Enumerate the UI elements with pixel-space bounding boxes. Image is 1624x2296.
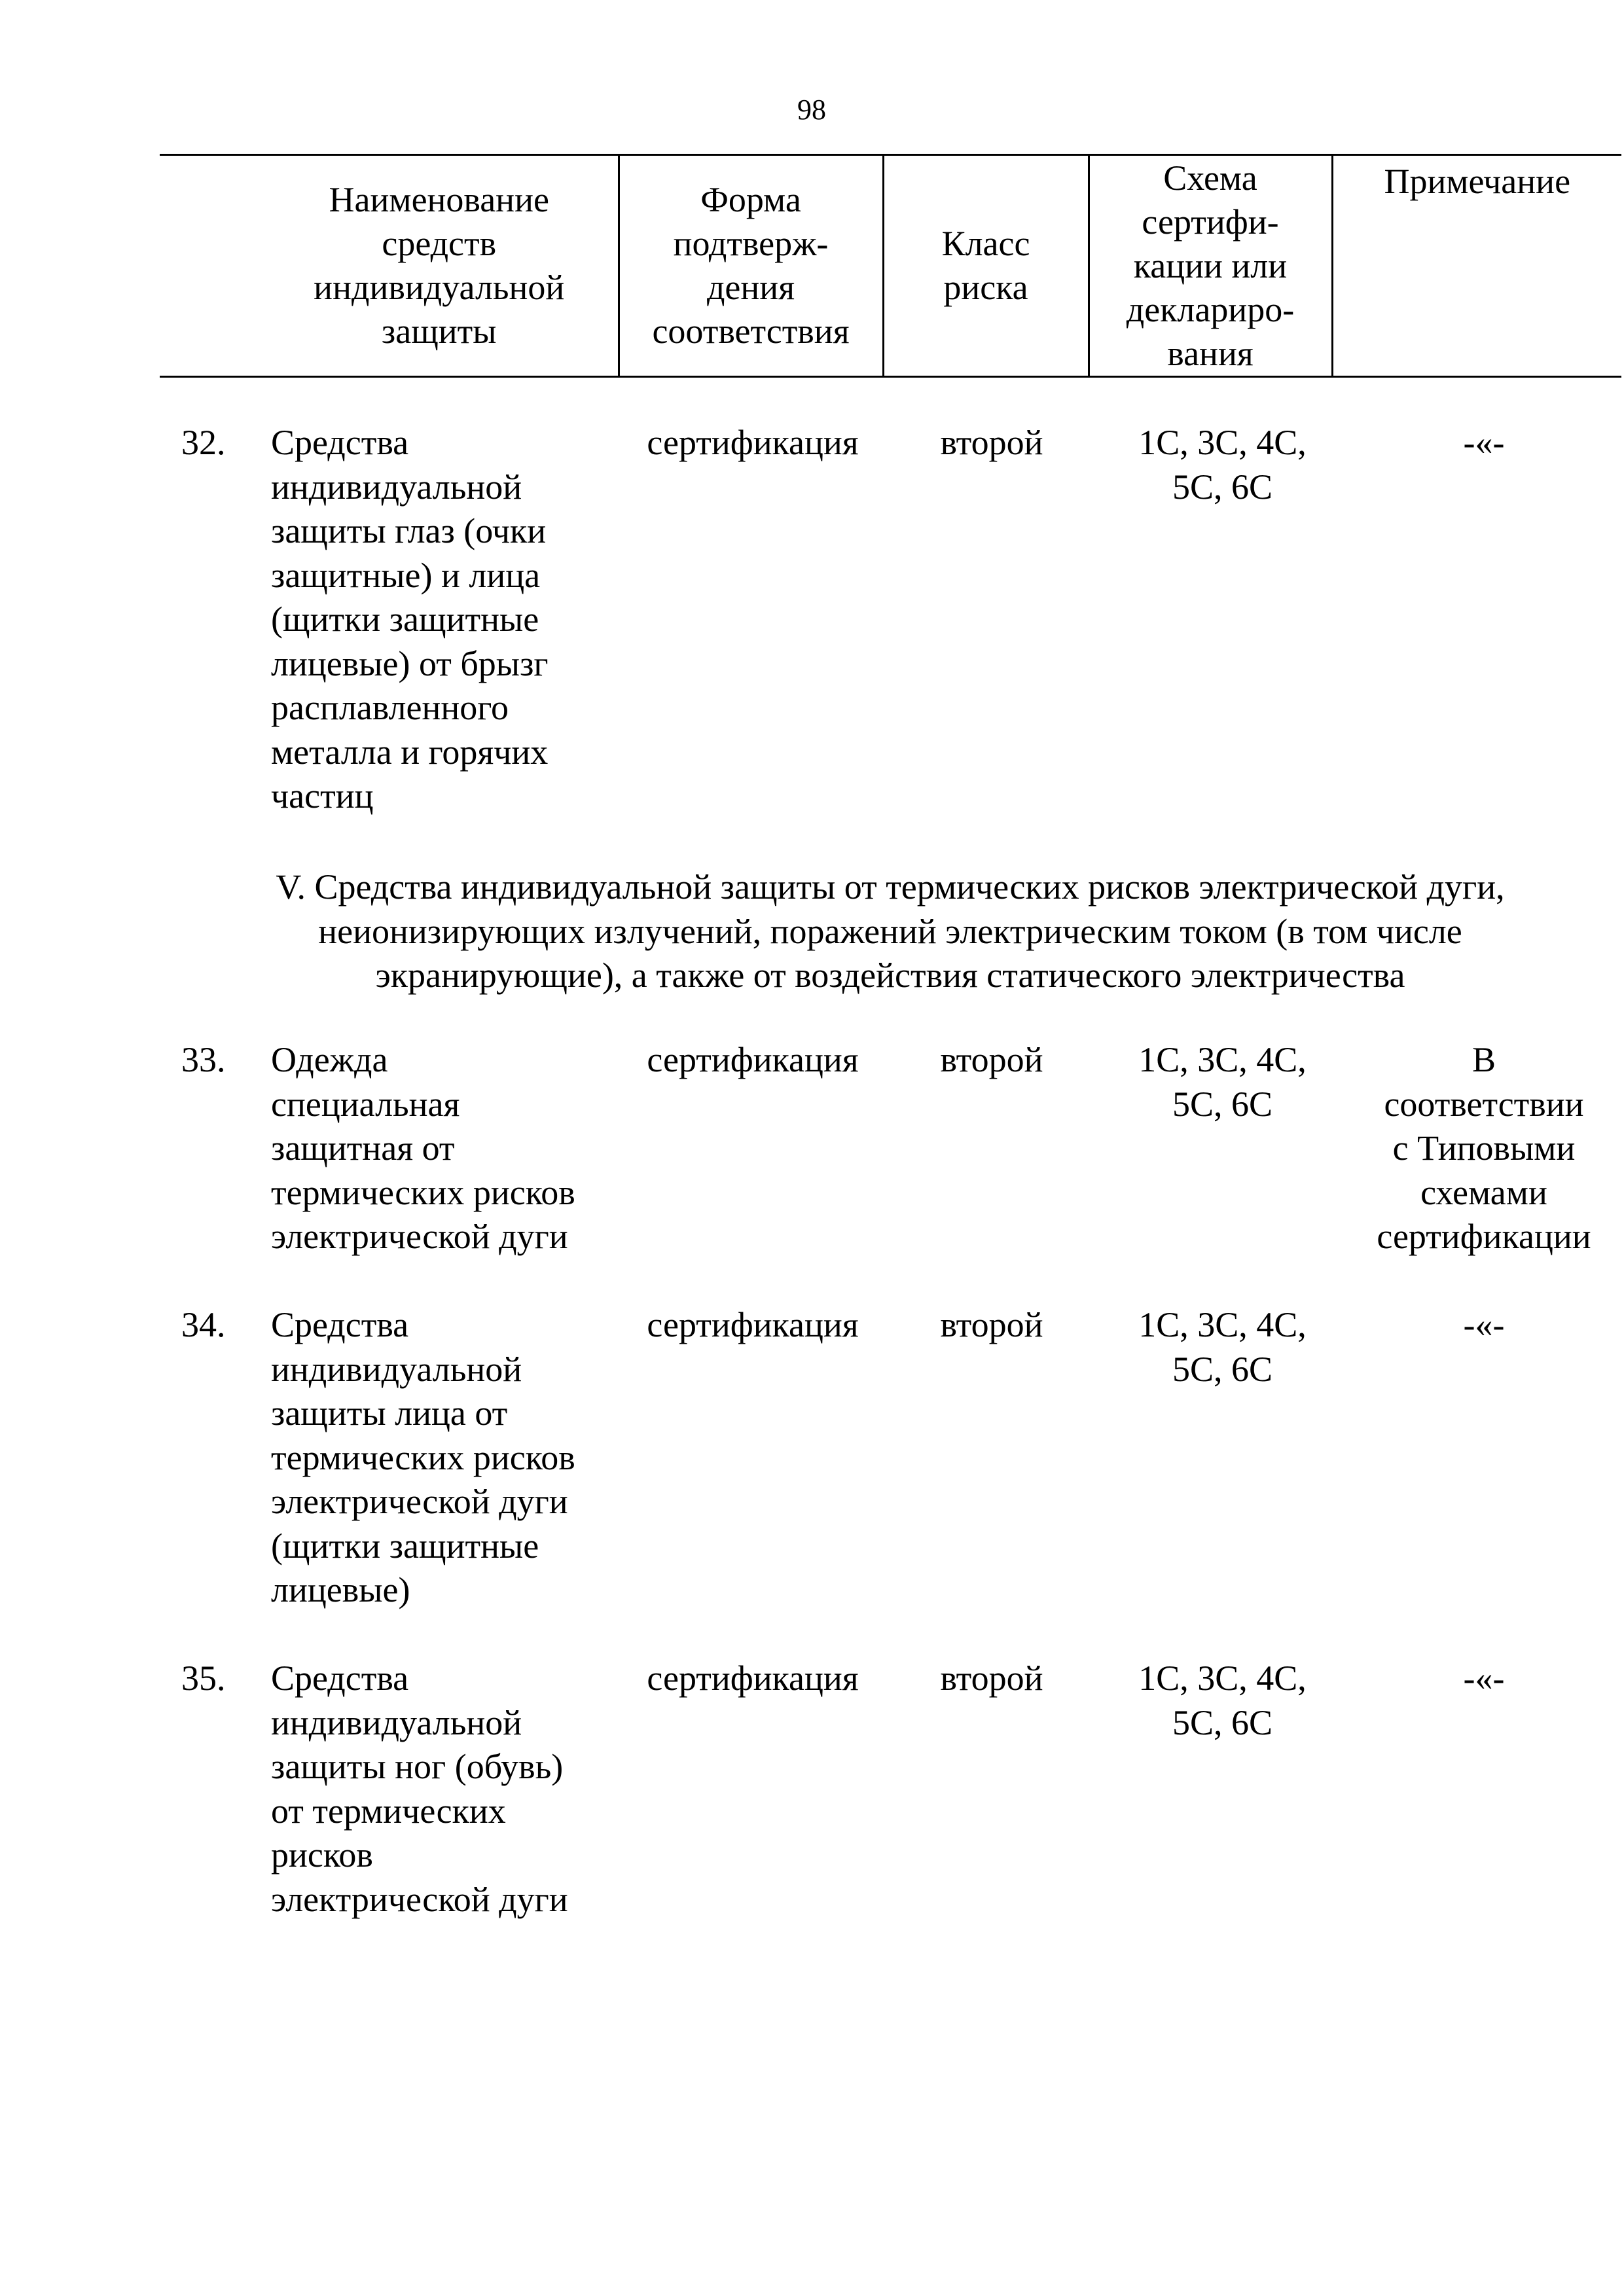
row-name-line: электрической дуги [271, 1482, 568, 1521]
row-note [1350, 1657, 1618, 1701]
header-scheme-line: Схема [1163, 158, 1257, 198]
row-scheme-line: 1С, 3С, 4С, [1138, 1305, 1307, 1344]
row-name-line: (щитки защитные [271, 600, 539, 639]
row-note-line: -«- [1463, 1659, 1505, 1698]
row-scheme-line: 1С, 3С, 4С, [1138, 1040, 1307, 1079]
row-name-line: специальная [271, 1084, 460, 1124]
row-name-line: Средства [271, 1659, 409, 1698]
row-name [271, 1657, 611, 1922]
header-scheme-line: сертифи- [1142, 202, 1279, 242]
row-form: сертификация [647, 423, 859, 462]
header-form-line: соответствия [652, 312, 850, 351]
row-scheme [1100, 421, 1345, 509]
row-name-line: защиты ног (обувь) [271, 1747, 564, 1786]
row-name-line: защиты лица от [271, 1393, 508, 1433]
section-heading [157, 865, 1623, 998]
header-form-cell [619, 155, 883, 377]
row-note-line: соответствии [1384, 1084, 1584, 1124]
row-form: сертификация [647, 1040, 859, 1079]
row-name-line: металла и горячих [271, 732, 549, 772]
row-name-line: Одежда [271, 1040, 388, 1079]
row-name-line: рисков [271, 1835, 373, 1874]
row-scheme-line: 1С, 3С, 4С, [1138, 1659, 1307, 1698]
row-name [271, 421, 611, 819]
row-note [1350, 1303, 1618, 1348]
header-scheme-line: деклариро- [1126, 289, 1295, 329]
header-form-line: дения [706, 268, 795, 307]
row-name-line: защитные) и лица [271, 555, 541, 595]
row-name-line: от термических [271, 1791, 506, 1831]
row-note-line: сертификации [1377, 1217, 1591, 1256]
row-scheme-line: 1С, 3С, 4С, [1138, 423, 1307, 462]
row-scheme-line: 5С, 6С [1172, 467, 1273, 507]
header-note-cell [1332, 155, 1621, 377]
row-name-line: защиты глаз (очки [271, 511, 547, 550]
section-heading-line: V. Средства индивидуальной защиты от термических рисков электрической дуги, [276, 867, 1505, 906]
row-name [271, 1303, 611, 1613]
row-name-line: защитная от [271, 1128, 455, 1168]
row-name-line: индивидуальной [271, 1349, 522, 1389]
header-scheme-line: вания [1167, 333, 1254, 373]
header-name-cell [160, 155, 619, 377]
row-form: сертификация [647, 1659, 859, 1698]
row-name-line: частиц [271, 776, 374, 816]
header-risk-line: риска [943, 268, 1028, 307]
row-name-line: (щитки защитные [271, 1526, 539, 1566]
page-number: 98 [797, 94, 826, 126]
header-scheme-line: кации или [1133, 245, 1288, 285]
row-note-line: схемами [1420, 1172, 1547, 1212]
row-name [271, 1038, 611, 1259]
header-risk-cell [883, 155, 1089, 377]
header-name-line: средств [382, 224, 497, 263]
row-risk-class: второй [940, 1305, 1043, 1344]
row-note-line: -«- [1463, 1305, 1505, 1344]
header-form-line: подтверж- [673, 224, 829, 263]
row-number: 34. [181, 1305, 226, 1344]
row-name-line: Средства [271, 423, 409, 462]
row-name-line: электрической дуги [271, 1879, 568, 1919]
row-note-line: -«- [1463, 423, 1505, 462]
row-scheme-line: 5С, 6С [1172, 1349, 1273, 1389]
header-form-line: Форма [700, 180, 801, 219]
table-header [160, 154, 1621, 378]
row-name-line: индивидуальной [271, 1702, 522, 1742]
header-note-line: Примечание [1384, 162, 1571, 201]
row-scheme-line: 5С, 6С [1172, 1702, 1273, 1742]
section-heading-line: неионизирующих излучений, поражений электрическим током (в том числе [318, 911, 1462, 951]
row-name-line: индивидуальной [271, 467, 522, 507]
row-scheme [1100, 1303, 1345, 1391]
row-number: 32. [181, 423, 226, 462]
row-name-line: термических рисков [271, 1437, 575, 1477]
header-scheme-cell [1089, 155, 1332, 377]
row-note [1350, 421, 1618, 465]
row-risk-class: второй [940, 1040, 1043, 1079]
row-scheme [1100, 1038, 1345, 1126]
row-number: 33. [181, 1040, 226, 1079]
header-name-line: Наименование [329, 180, 549, 219]
row-note-line: В [1471, 1040, 1496, 1079]
row-note-line: с Типовыми [1392, 1128, 1576, 1168]
row-name-line: расплавленного [271, 688, 509, 727]
row-scheme [1100, 1657, 1345, 1745]
row-number: 35. [181, 1659, 226, 1698]
row-note [1350, 1038, 1618, 1259]
row-form: сертификация [647, 1305, 859, 1344]
row-name-line: лицевые) [271, 1570, 410, 1609]
row-risk-class: второй [940, 423, 1043, 462]
section-heading-line: экранирующие), а также от воздействия статического электричества [375, 956, 1405, 995]
header-name-line: индивидуальной [314, 268, 565, 307]
row-risk-class: второй [940, 1659, 1043, 1698]
row-name-line: электрической дуги [271, 1217, 568, 1256]
row-name-line: лицевые) от брызг [271, 643, 549, 683]
row-scheme-line: 5С, 6С [1172, 1084, 1273, 1124]
header-name-line: защиты [381, 312, 497, 351]
header-risk-line: Класс [941, 224, 1030, 263]
row-name-line: Средства [271, 1305, 409, 1344]
row-name-line: термических рисков [271, 1172, 575, 1212]
